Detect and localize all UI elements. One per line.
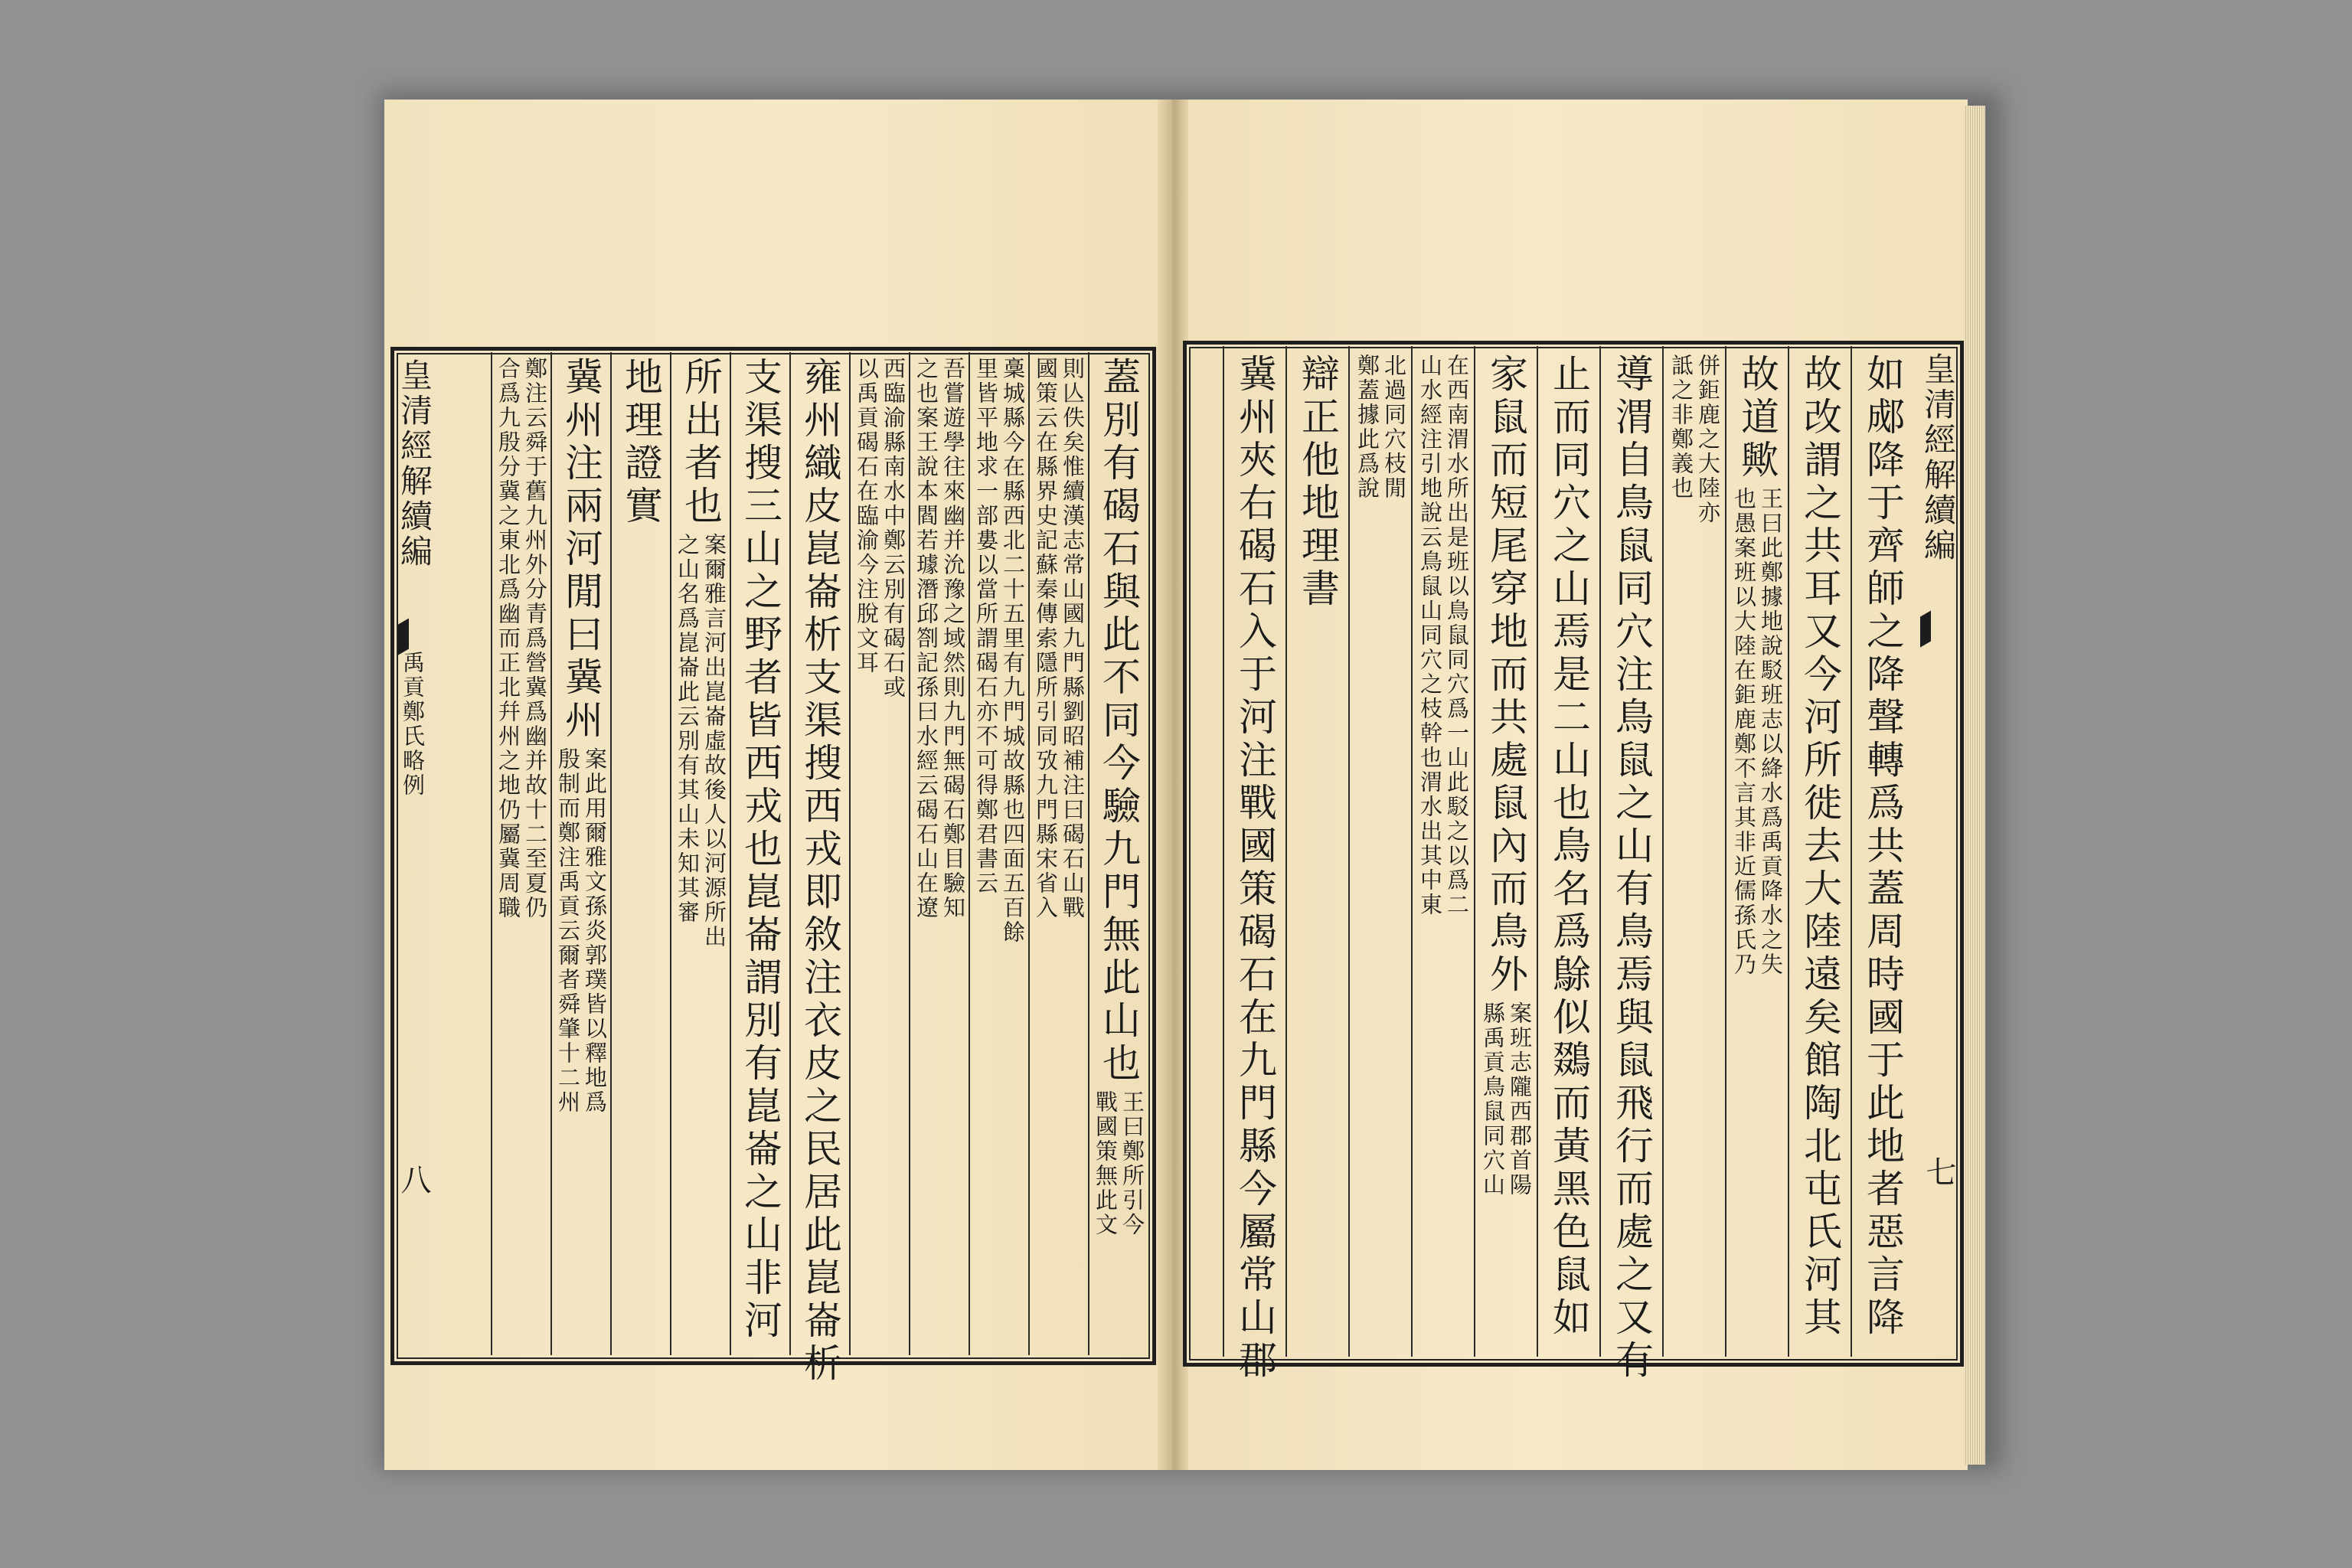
- annotation-text: 案班志隴西郡首陽: [1507, 1001, 1533, 1197]
- annotation-pair: [1733, 487, 1782, 977]
- annotation-text: 里皆平地求一部婁以當所謂碣石亦不可得鄭君書云: [973, 357, 999, 896]
- annotation-pair: [676, 533, 725, 949]
- main-text: 止而同穴之山焉是二山也鳥名爲鵌似鵽而黃黑色鼠如: [1547, 354, 1591, 1340]
- annotation-text: 王曰此鄭據地說駁班志以絳水爲禹貢降水之失: [1758, 487, 1784, 977]
- text-column: [1029, 357, 1089, 1344]
- annotation-text: 在西南渭水所出是班以鳥鼠同穴爲一山此駁之以爲二: [1444, 354, 1470, 917]
- annotation-pair: [1033, 357, 1086, 920]
- annotation-text: 之山名爲崑崙此云別有其山未知其審: [675, 533, 701, 925]
- right-margin-title: 皇清經解續編: [1919, 352, 1957, 564]
- text-column: [1663, 354, 1726, 1341]
- annotation-text: 則亾佚矣惟續漢志常山國九門縣劉昭補注曰碣石山戰: [1060, 357, 1086, 920]
- text-column: [910, 357, 969, 1344]
- main-text: 故改謂之共耳又今河所徙去大陸遠矣館陶北屯氏河其: [1798, 354, 1842, 1340]
- annotation-pair: [1094, 1090, 1143, 1237]
- text-column: [1726, 354, 1788, 1341]
- annotation-text: 稾城縣今在縣西北二十五里有九門城故縣也四面五百餘: [1000, 357, 1026, 945]
- left-margin-subtitle: 禹貢鄭氏略例: [400, 651, 426, 798]
- column-rule: [491, 352, 492, 1355]
- text-column: [1600, 354, 1663, 1383]
- text-column: [1286, 354, 1349, 1341]
- annotation-text: 西臨渝縣南水中鄭云別有碣石或: [880, 357, 906, 700]
- main-text: 地理證實: [619, 357, 663, 528]
- main-text: 辯正他地理書: [1295, 354, 1340, 611]
- text-column: [1788, 354, 1851, 1341]
- main-text: 蓋別有碣石與此不同今驗九門無此山也: [1096, 357, 1141, 1086]
- main-text: 家鼠而短尾穿地而共處鼠內而鳥外: [1484, 354, 1528, 997]
- main-text: 冀州夾右碣石入于河注戰國策碣石在九門縣今屬常山郡: [1233, 354, 1277, 1383]
- annotation-pair: [1670, 354, 1719, 525]
- text-column: [850, 357, 910, 1344]
- annotation-pair: [557, 747, 606, 1115]
- main-text: 冀州注兩河閒曰冀州: [559, 357, 603, 743]
- text-column: [1537, 354, 1600, 1341]
- annotation-text: 吾嘗遊學往來幽并沇豫之域然則九門無碣石鄭目驗知: [940, 357, 966, 920]
- column-rule: [1223, 346, 1224, 1357]
- annotation-pair: [1419, 354, 1468, 917]
- annotation-text: 也愚案班以大陸在鉅鹿鄭不言其非近儒孫氏乃: [1731, 487, 1757, 977]
- text-column: [671, 357, 730, 1344]
- main-text: 雍州織皮崑崙析支渠搜西戎即敘注衣皮之民居此崑崙析: [798, 357, 842, 1386]
- main-text: 支渠搜三山之野者皆西戎也崑崙謂別有崑崙之山非河: [738, 357, 782, 1343]
- annotation-text: 國策云在縣界史記蘇秦傳索隱所引同攷九門縣宋省入: [1033, 357, 1059, 920]
- text-column: [611, 357, 671, 1344]
- main-text: 故道歟: [1735, 354, 1779, 482]
- text-column: [492, 357, 551, 1344]
- text-column: [730, 357, 790, 1344]
- text-column: [790, 357, 850, 1386]
- text-column: [1349, 354, 1412, 1341]
- main-text: 所出者也: [678, 357, 723, 528]
- annotation-text: 案此用爾雅文孫炎郭璞皆以釋地爲: [582, 747, 608, 1115]
- main-text: 如郕降于齊師之降聲轉爲共蓋周時國于此地者惡言降: [1860, 354, 1905, 1340]
- annotation-text: 鄭注云舜于舊九州外分青爲營冀爲幽并故十二至夏仍: [522, 357, 548, 920]
- text-column: [969, 357, 1029, 1344]
- text-column: [551, 357, 611, 1344]
- text-column: [1223, 354, 1286, 1383]
- annotation-pair: [975, 357, 1024, 945]
- annotation-text: 戰國策無此文: [1093, 1090, 1119, 1237]
- right-page-number: 七: [1921, 1156, 1956, 1187]
- annotation-pair: [497, 357, 546, 920]
- annotation-text: 之也案王說本閻若璩潛邱劄記孫曰水經云碣石山在遼: [913, 357, 939, 920]
- annotation-pair: [915, 357, 964, 920]
- page-fore-edge: [1964, 106, 1985, 1465]
- annotation-text: 王曰鄭所引今: [1119, 1090, 1145, 1237]
- text-column: [1412, 354, 1475, 1341]
- annotation-pair: [855, 357, 904, 700]
- main-text: 導渭自鳥鼠同穴注鳥鼠之山有鳥焉與鼠飛行而處之又有: [1609, 354, 1654, 1383]
- annotation-text: 北過同穴枝閒: [1381, 354, 1407, 501]
- annotation-text: 詆之非鄭義也: [1668, 354, 1694, 501]
- annotation-text: 鄭蓋據此爲說: [1354, 354, 1380, 501]
- annotation-pair: [1480, 1001, 1533, 1197]
- left-margin-title: 皇清經解續編: [396, 358, 433, 570]
- annotation-text: 以禹貢碣石在臨渝今注脫文耳: [854, 357, 880, 675]
- annotation-text: 併鉅鹿之大陸亦: [1695, 354, 1721, 525]
- annotation-text: 案爾雅言河出崑崙虛故後人以河源所出: [701, 533, 727, 949]
- annotation-pair: [1356, 354, 1405, 501]
- annotation-text: 合爲九殷分冀之東北爲幽而正北幷州之地仍屬冀周職: [495, 357, 521, 920]
- text-column: [1089, 357, 1148, 1344]
- text-column: [1851, 354, 1914, 1341]
- annotation-text: 山水經注引地說云鳥鼠山同穴之枝幹也渭水出其中東: [1417, 354, 1443, 917]
- annotation-text: 殷制而鄭注禹貢云爾者舜肇十二州: [555, 747, 581, 1115]
- left-page-number: 八: [396, 1164, 431, 1194]
- text-column: [1475, 354, 1537, 1341]
- annotation-text: 縣禹貢鳥鼠同穴山: [1480, 1001, 1506, 1197]
